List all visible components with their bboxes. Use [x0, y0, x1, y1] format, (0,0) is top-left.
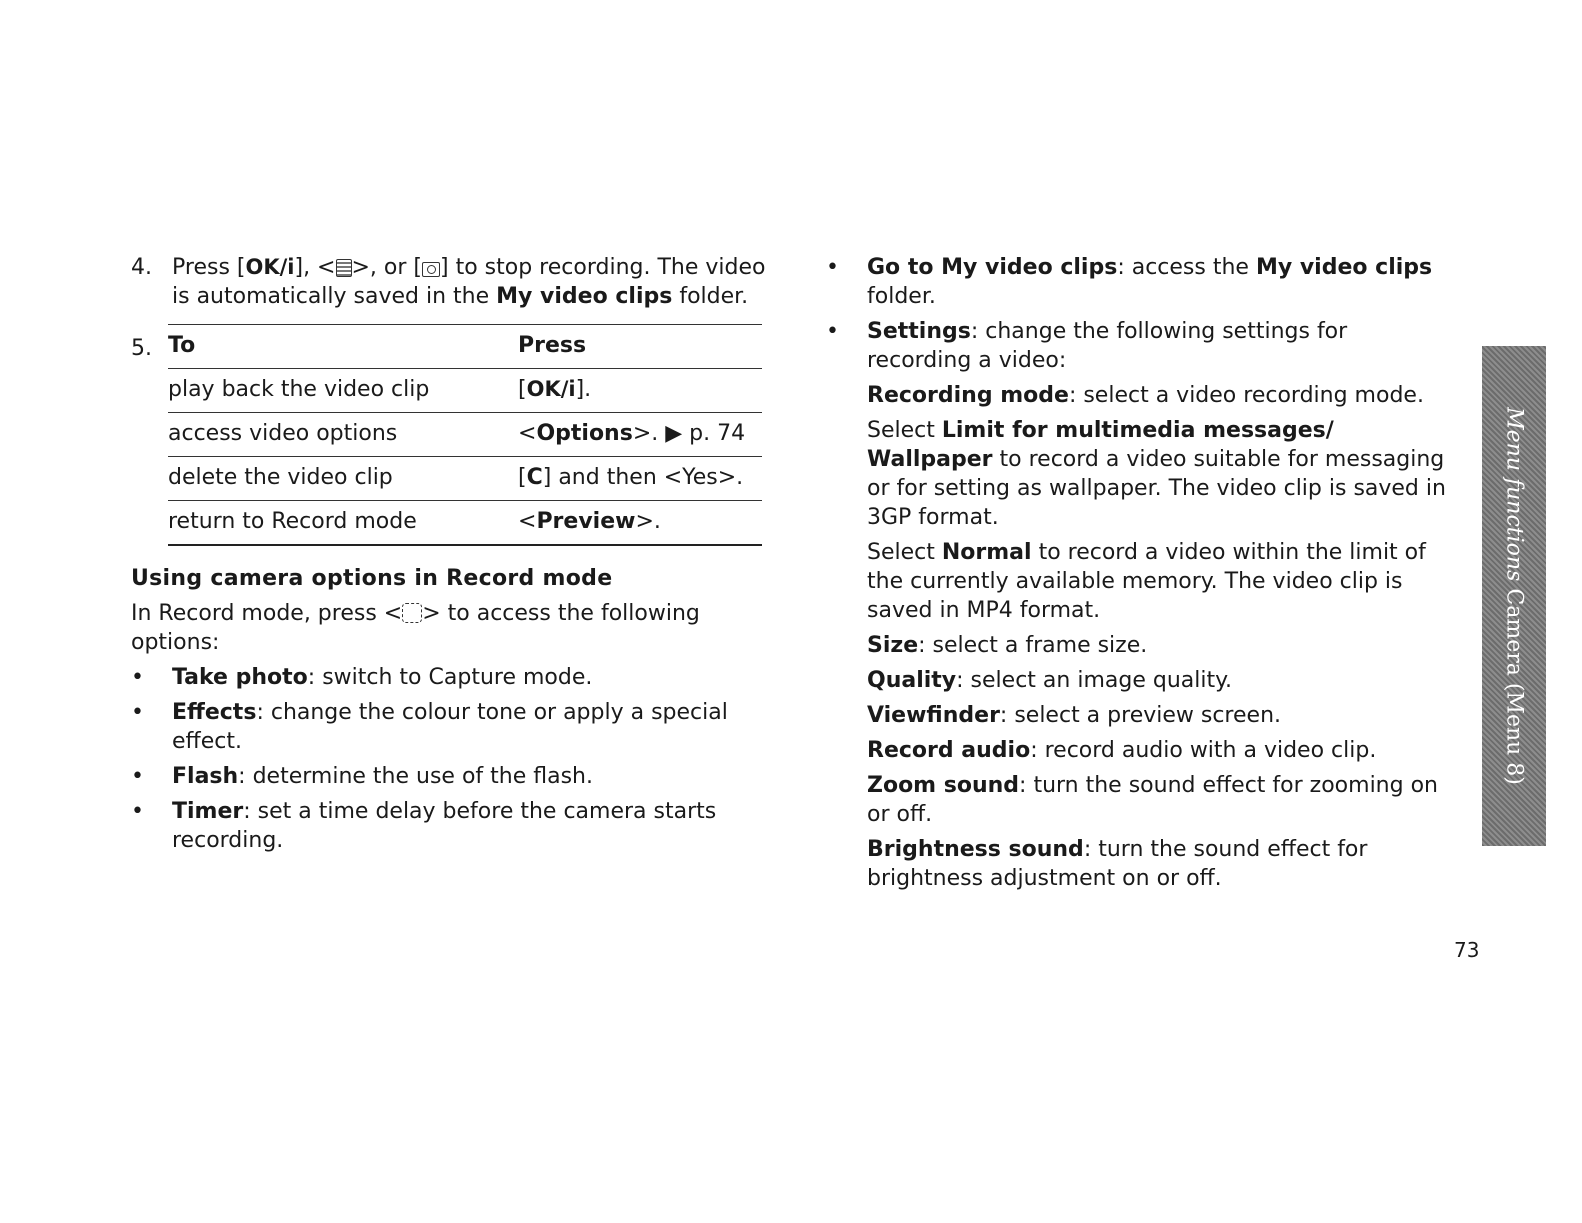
row-press — [518, 457, 762, 501]
press-text: < — [518, 421, 537, 446]
chapter-tab-section: Menu functions — [1501, 407, 1527, 582]
setting-desc: : turn the sound effect for brightness adjustment on or off. — [867, 837, 1368, 891]
option-name: Settings — [867, 319, 971, 344]
setting-detail — [826, 416, 1456, 532]
option-desc: : change the colour tone or apply a special effect. — [172, 700, 728, 754]
setting-detail — [826, 538, 1456, 625]
step-text: ], < — [294, 255, 336, 280]
setting-desc: : turn the sound effect for zooming on or off. — [867, 773, 1438, 827]
left-column — [131, 253, 766, 861]
options-softkey-icon — [402, 603, 422, 623]
setting-item — [826, 835, 1456, 893]
setting-desc: : select a frame size. — [918, 633, 1148, 658]
setting-desc: : select a video recording mode. — [1068, 383, 1424, 408]
press-text: ] and then <Yes>. — [542, 465, 744, 490]
list-item — [826, 253, 1456, 311]
setting-item — [826, 381, 1456, 410]
table-row — [168, 457, 762, 501]
list-item — [131, 663, 766, 692]
step-5 — [131, 324, 766, 546]
page-number: 73 — [1454, 938, 1480, 962]
right-column — [826, 253, 1456, 893]
option-name: Timer — [172, 799, 244, 824]
setting-item — [826, 631, 1456, 660]
press-key: Options — [536, 421, 633, 446]
setting-desc: : record audio with a video clip. — [1030, 738, 1377, 763]
setting-desc: : select a preview screen. — [999, 703, 1282, 728]
chapter-tab — [1482, 346, 1546, 846]
setting-name: Brightness sound — [867, 837, 1084, 862]
press-key: OK/i — [526, 377, 576, 401]
setting-desc: to record a video within the limit of the currently available memory. The video clip is saved in MP4 format. — [867, 540, 1426, 623]
press-text: [ — [518, 465, 527, 490]
list-item — [826, 317, 1456, 375]
setting-name: Zoom sound — [867, 773, 1020, 798]
table-row — [168, 369, 762, 413]
option-name: Flash — [172, 764, 239, 789]
ok-key: OK/i — [245, 255, 295, 279]
press-key: Preview — [536, 509, 636, 534]
list-item — [131, 797, 766, 855]
intro-text — [131, 599, 766, 657]
row-to: play back the video clip — [168, 369, 518, 413]
intro-part: > to access the following options: — [131, 601, 700, 655]
row-press — [518, 369, 762, 413]
option-name: Take photo — [172, 665, 308, 690]
press-text: >. ▶ p. 74 — [632, 421, 746, 446]
setting-desc: Select — [867, 418, 935, 443]
camera-key-icon — [422, 262, 440, 277]
step-number: 5. — [131, 336, 152, 361]
press-text: < — [518, 509, 537, 534]
setting-name: Size — [867, 633, 919, 658]
table-row — [168, 501, 762, 546]
press-text: ]. — [575, 377, 592, 402]
row-press — [518, 501, 762, 546]
section-heading: Using camera options in Record mode — [131, 566, 613, 591]
press-text: [ — [518, 377, 527, 402]
step-text: >, or [ — [351, 255, 423, 280]
options-list — [131, 663, 766, 855]
header-to: To — [168, 325, 518, 369]
menu-key-icon — [336, 259, 352, 277]
press-text: >. — [635, 509, 661, 534]
setting-name: Limit for multimedia messages/ Wallpaper — [867, 418, 1334, 472]
setting-item — [826, 771, 1456, 829]
setting-desc: Select — [867, 540, 935, 565]
option-desc: : switch to Capture mode. — [307, 665, 593, 690]
step-number: 4. — [131, 255, 152, 280]
setting-item — [826, 666, 1456, 695]
option-name: Go to My video clips — [867, 255, 1118, 280]
option-desc: folder. — [867, 284, 936, 309]
setting-item — [826, 736, 1456, 765]
step-text: Press [ — [172, 255, 246, 280]
setting-name: Normal — [941, 540, 1032, 565]
chapter-tab-label — [1500, 407, 1529, 785]
press-key: C — [526, 465, 543, 490]
option-desc: : set a time delay before the camera starts recording. — [172, 799, 717, 853]
folder-name: My video clips — [1255, 255, 1433, 280]
row-to: return to Record mode — [168, 501, 518, 546]
key-table — [168, 324, 762, 546]
row-press — [518, 413, 762, 457]
step-text: ] to stop recording. The video is automatically saved in the — [172, 255, 766, 309]
step-text: folder. — [679, 284, 749, 309]
option-desc: : access the — [1117, 255, 1249, 280]
setting-name: Quality — [867, 668, 957, 693]
setting-name: Viewfinder — [867, 703, 1000, 728]
options-list-cont — [826, 253, 1456, 375]
setting-item — [826, 701, 1456, 730]
table-header — [168, 325, 762, 369]
option-desc: : change the following settings for recording a video: — [867, 319, 1348, 373]
intro-part: In Record mode, press < — [131, 601, 403, 626]
chapter-tab-title: Camera (Menu 8) — [1501, 588, 1527, 785]
row-to: access video options — [168, 413, 518, 457]
setting-desc: to record a video suitable for messaging or for setting as wallpaper. The video clip is saved in 3GP format. — [867, 447, 1446, 530]
table-row — [168, 413, 762, 457]
setting-name: Recording mode — [867, 383, 1069, 408]
step-4 — [131, 253, 766, 311]
header-press: Press — [518, 325, 762, 369]
option-desc: : determine the use of the flash. — [238, 764, 593, 789]
folder-name: My video clips — [496, 284, 673, 309]
row-to: delete the video clip — [168, 457, 518, 501]
list-item — [131, 762, 766, 791]
setting-desc: : select an image quality. — [956, 668, 1232, 693]
setting-name: Record audio — [867, 738, 1031, 763]
list-item — [131, 698, 766, 756]
option-name: Effects — [172, 700, 257, 725]
